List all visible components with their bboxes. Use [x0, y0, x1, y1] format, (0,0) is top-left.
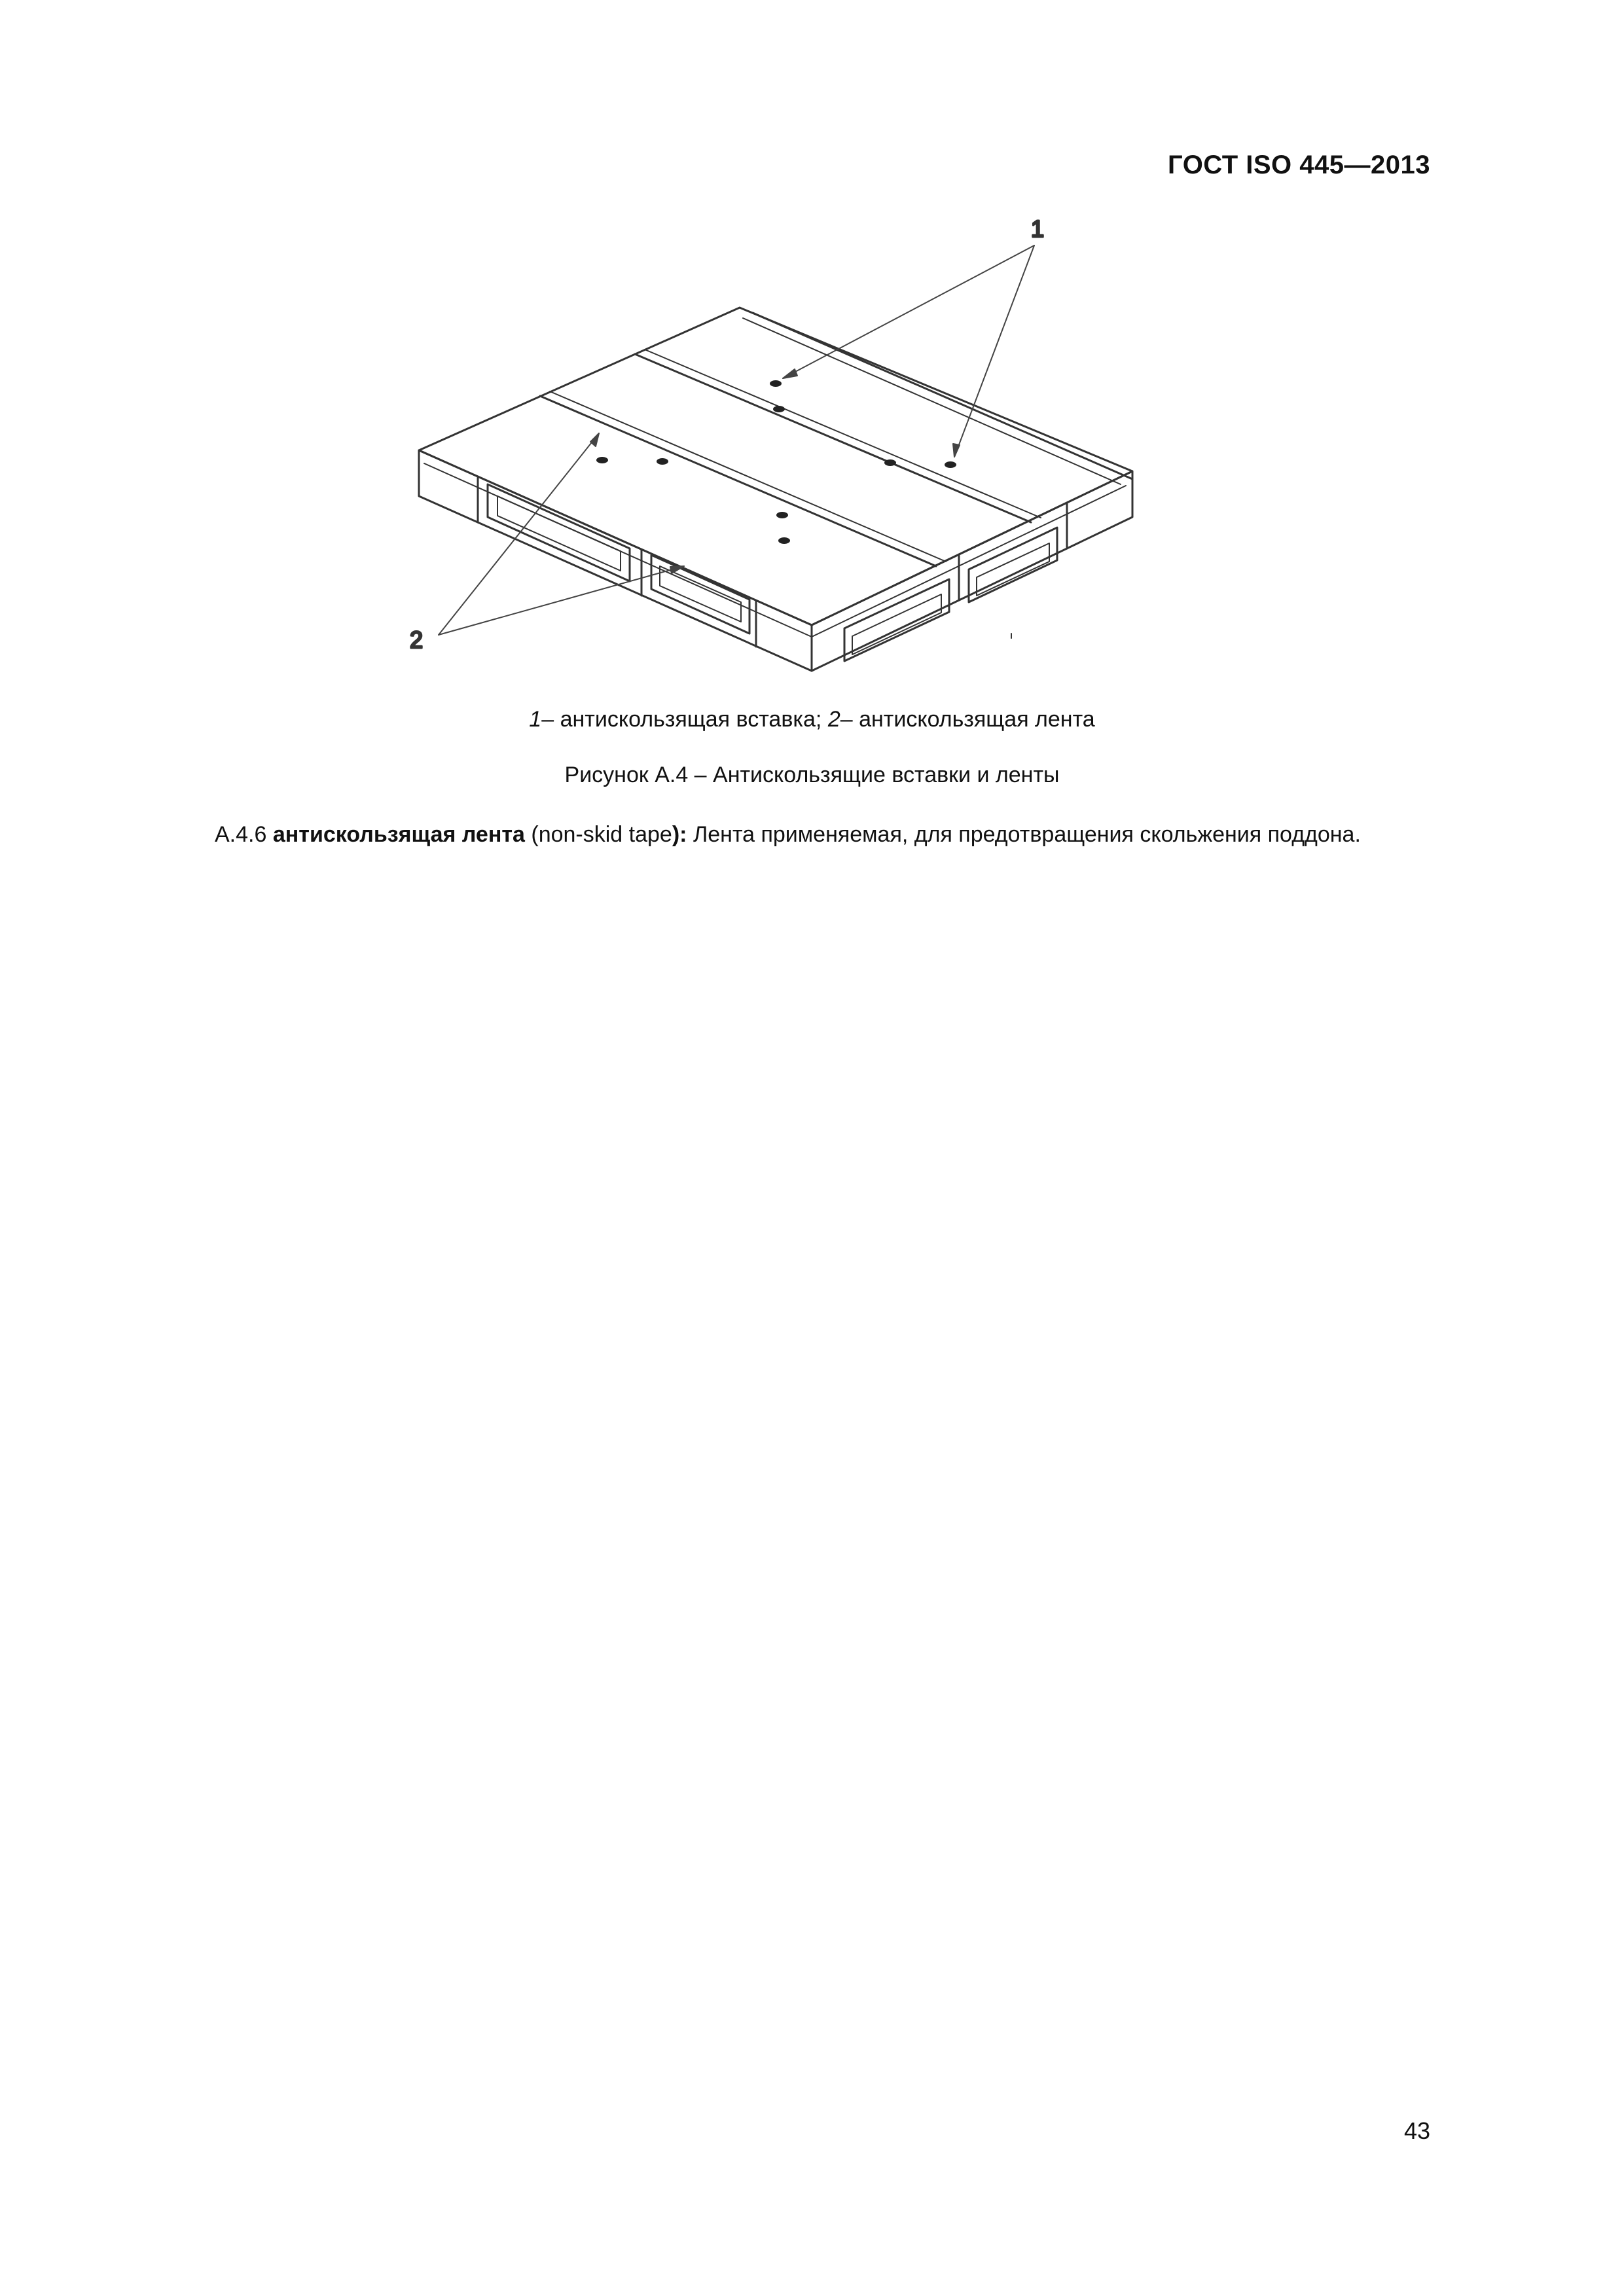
page-number: 43: [1403, 2117, 1430, 2144]
pallet-right-face: [812, 471, 1132, 671]
figure-caption: Рисунок А.4 – Антискользящие вставки и ленты: [564, 762, 1060, 787]
term-colon: ):: [672, 822, 687, 847]
definition-text: Лента применяемая, для предотвращения скольжения поддона.: [687, 822, 1361, 847]
pallet-drawing: [386, 209, 1159, 687]
definition-paragraph: [118, 819, 1394, 850]
fork-opening-left-1: [488, 484, 630, 581]
callout-1-label: 1: [1031, 215, 1045, 242]
legend-item-2-text: – антискользящая лента: [840, 707, 1095, 732]
fork-opening-right-2: [969, 528, 1057, 602]
non-skid-tape-center: [635, 354, 1031, 522]
clause-number: А.4.6: [215, 822, 273, 847]
document-code: ГОСТ ISO 445—2013: [1168, 151, 1430, 179]
legend-item-1-number: 1: [529, 707, 542, 732]
pallet-figure: [386, 209, 1159, 687]
non-skid-tape-right: [753, 313, 1132, 479]
figure-legend: [0, 707, 1624, 732]
callout-2-leaders: [439, 433, 684, 635]
callout-1-leaders: [783, 245, 1034, 457]
non-skid-tape-left: [540, 396, 936, 566]
legend-item-1-text: – антискользящая вставка;: [541, 707, 828, 732]
pallet-top-deck: [419, 308, 1132, 625]
term-english: (non-skid tape: [524, 822, 672, 847]
callout-2-label: 2: [410, 626, 424, 653]
legend-item-2-number: 2: [827, 707, 840, 732]
defined-term: антискользящая лента: [272, 822, 525, 847]
fork-opening-right-1: [844, 579, 949, 661]
